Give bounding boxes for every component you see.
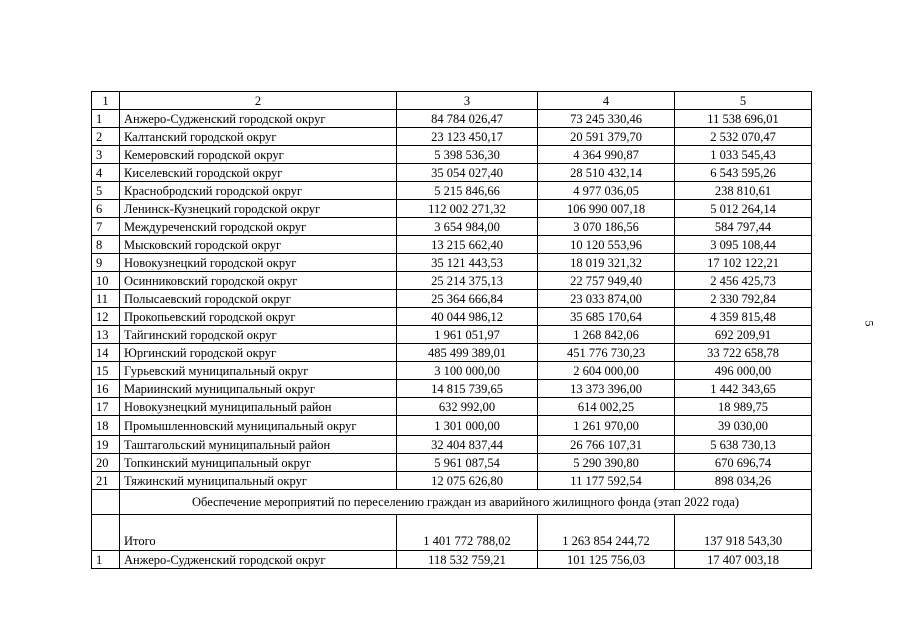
amount-col5: 670 696,74 [675,454,812,472]
amount-col3: 25 214 375,13 [397,272,538,290]
municipality-name: Прокопьевский городской округ [120,308,397,326]
municipality-name: Осинниковский городской округ [120,272,397,290]
total-col3: 1 401 772 788,02 [397,515,538,551]
amount-col4: 1 261 970,00 [538,416,675,436]
table-row [92,308,812,326]
row-number: 8 [92,236,120,254]
header-cell: 5 [675,92,812,110]
table-row [92,380,812,398]
amount-col4: 106 990 007,18 [538,200,675,218]
amount-col4: 3 070 186,56 [538,218,675,236]
amount-col5: 33 722 658,78 [675,344,812,362]
municipality-name: Анжеро-Судженский городской округ [120,110,397,128]
row-number: 14 [92,344,120,362]
amount-col4: 73 245 330,46 [538,110,675,128]
funding-table [91,91,812,569]
amount-col3: 112 002 271,32 [397,200,538,218]
amount-col3: 12 075 626,80 [397,472,538,490]
table-row [92,164,812,182]
amount-col5: 2 330 792,84 [675,290,812,308]
row-number: 16 [92,380,120,398]
table-row [92,472,812,490]
municipality-name: Краснобродский городской округ [120,182,397,200]
amount-col3: 5 215 846,66 [397,182,538,200]
amount-col3: 485 499 389,01 [397,344,538,362]
table-row [92,362,812,380]
amount-col5: 18 989,75 [675,398,812,416]
amount-col4: 4 364 990,87 [538,146,675,164]
amount-col5: 1 442 343,65 [675,380,812,398]
amount-col3: 13 215 662,40 [397,236,538,254]
amount-col4: 614 002,25 [538,398,675,416]
header-cell: 1 [92,92,120,110]
municipality-name: Киселевский городской округ [120,164,397,182]
municipality-name: Мариинский муниципальный округ [120,380,397,398]
section-title: Обеспечение мероприятий по переселению граждан из аварийного жилищного фонда (этап 2022 года) [120,490,812,515]
amount-col4: 1 268 842,06 [538,326,675,344]
amount-col3: 32 404 837,44 [397,436,538,454]
amount-col3: 632 992,00 [397,398,538,416]
page-number: 5 [862,320,877,327]
table-row [92,236,812,254]
table-row [92,272,812,290]
amount-col4: 10 120 553,96 [538,236,675,254]
amount-col5: 4 359 815,48 [675,308,812,326]
table-row [92,128,812,146]
empty-cell [92,490,120,515]
header-row [92,92,812,110]
amount-col5: 17 407 003,18 [675,551,812,569]
table-row [92,551,812,569]
row-number: 15 [92,362,120,380]
empty-cell [92,515,120,551]
amount-col4: 11 177 592,54 [538,472,675,490]
amount-col3: 40 044 986,12 [397,308,538,326]
amount-col5: 11 538 696,01 [675,110,812,128]
row-number: 20 [92,454,120,472]
amount-col3: 23 123 450,17 [397,128,538,146]
municipality-name: Промышленновский муниципальный округ [120,416,397,436]
row-number: 10 [92,272,120,290]
municipality-name: Тяжинский муниципальный округ [120,472,397,490]
amount-col3: 84 784 026,47 [397,110,538,128]
municipality-name: Новокузнецкий муниципальный район [120,398,397,416]
municipality-name: Тайгинский городской округ [120,326,397,344]
municipality-name: Калтанский городской округ [120,128,397,146]
municipality-name: Междуреченский городской округ [120,218,397,236]
row-number: 3 [92,146,120,164]
amount-col5: 1 033 545,43 [675,146,812,164]
total-col5: 137 918 543,30 [675,515,812,551]
amount-col3: 1 301 000,00 [397,416,538,436]
row-number: 7 [92,218,120,236]
amount-col4: 35 685 170,64 [538,308,675,326]
amount-col3: 25 364 666,84 [397,290,538,308]
table-row [92,344,812,362]
amount-col5: 17 102 122,21 [675,254,812,272]
amount-col3: 1 961 051,97 [397,326,538,344]
table-row [92,182,812,200]
amount-col3: 5 398 536,30 [397,146,538,164]
amount-col4: 451 776 730,23 [538,344,675,362]
amount-col4: 18 019 321,32 [538,254,675,272]
header-cell: 4 [538,92,675,110]
municipality-name: Топкинский муниципальный округ [120,454,397,472]
total-label: Итого [120,515,397,551]
amount-col5: 6 543 595,26 [675,164,812,182]
municipality-name: Таштагольский муниципальный район [120,436,397,454]
row-number: 18 [92,416,120,436]
amount-col4: 2 604 000,00 [538,362,675,380]
amount-col5: 2 532 070,47 [675,128,812,146]
amount-col4: 101 125 756,03 [538,551,675,569]
amount-col4: 23 033 874,00 [538,290,675,308]
municipality-name: Кемеровский городской округ [120,146,397,164]
amount-col5: 692 209,91 [675,326,812,344]
municipality-name: Юргинский городской округ [120,344,397,362]
header-cell: 2 [120,92,397,110]
table-row [92,146,812,164]
total-row [92,515,812,551]
row-number: 6 [92,200,120,218]
amount-col3: 3 100 000,00 [397,362,538,380]
municipality-name: Мысковский городской округ [120,236,397,254]
table-row [92,254,812,272]
amount-col4: 22 757 949,40 [538,272,675,290]
amount-col5: 39 030,00 [675,416,812,436]
amount-col5: 898 034,26 [675,472,812,490]
amount-col4: 26 766 107,31 [538,436,675,454]
amount-col3: 5 961 087,54 [397,454,538,472]
table-row [92,290,812,308]
row-number: 5 [92,182,120,200]
municipality-name: Новокузнецкий городской округ [120,254,397,272]
table-row [92,218,812,236]
amount-col3: 3 654 984,00 [397,218,538,236]
row-number: 17 [92,398,120,416]
row-number: 4 [92,164,120,182]
amount-col5: 3 095 108,44 [675,236,812,254]
amount-col4: 5 290 390,80 [538,454,675,472]
amount-col5: 238 810,61 [675,182,812,200]
row-number: 11 [92,290,120,308]
row-number: 21 [92,472,120,490]
amount-col3: 14 815 739,65 [397,380,538,398]
row-number: 2 [92,128,120,146]
total-col4: 1 263 854 244,72 [538,515,675,551]
table-row [92,110,812,128]
row-number: 12 [92,308,120,326]
municipality-name: Ленинск-Кузнецкий городской округ [120,200,397,218]
municipality-name: Гурьевский муниципальный округ [120,362,397,380]
amount-col5: 496 000,00 [675,362,812,380]
row-number: 9 [92,254,120,272]
amount-col5: 584 797,44 [675,218,812,236]
amount-col5: 2 456 425,73 [675,272,812,290]
row-number: 1 [92,551,120,569]
section-row [92,490,812,515]
row-number: 13 [92,326,120,344]
municipality-name: Анжеро-Судженский городской округ [120,551,397,569]
row-number: 1 [92,110,120,128]
amount-col5: 5 012 264,14 [675,200,812,218]
table-row [92,326,812,344]
amount-col4: 4 977 036,05 [538,182,675,200]
table-row [92,436,812,454]
table-row [92,200,812,218]
amount-col5: 5 638 730,13 [675,436,812,454]
table-row [92,398,812,416]
row-number: 19 [92,436,120,454]
amount-col4: 28 510 432,14 [538,164,675,182]
municipality-name: Полысаевский городской округ [120,290,397,308]
amount-col4: 13 373 396,00 [538,380,675,398]
amount-col3: 35 054 027,40 [397,164,538,182]
header-cell: 3 [397,92,538,110]
amount-col4: 20 591 379,70 [538,128,675,146]
amount-col3: 35 121 443,53 [397,254,538,272]
table-row [92,454,812,472]
table-row [92,416,812,436]
amount-col3: 118 532 759,21 [397,551,538,569]
